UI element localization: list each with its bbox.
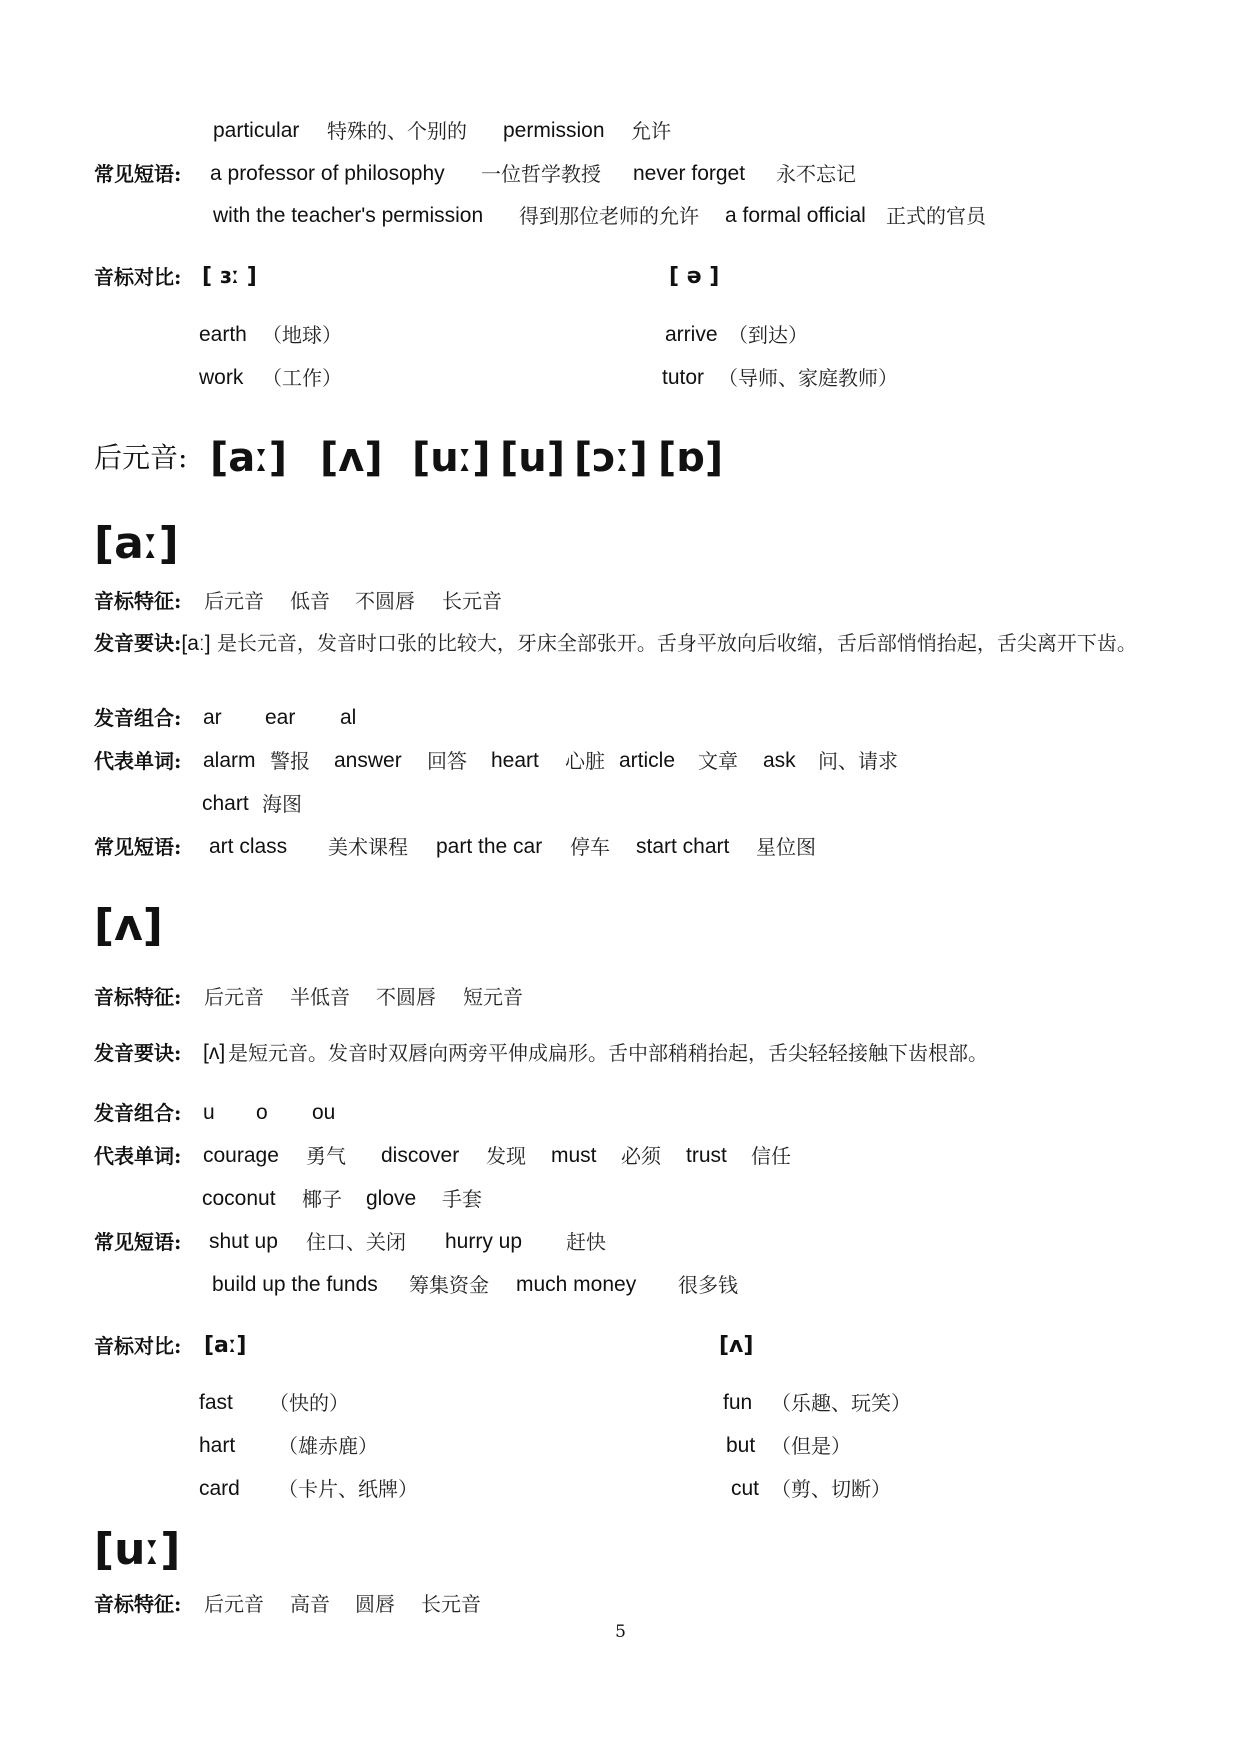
words-row <box>0 1139 1241 1173</box>
phrase-row <box>0 830 1241 864</box>
compare-word-zh: （剪、切断） <box>771 1477 891 1501</box>
tip-label: 发音要诀: <box>94 1041 182 1065</box>
page-number: 5 <box>615 1622 626 1642</box>
back-vowels-label: 后元音: <box>94 441 188 474</box>
word-zh: 问、请求 <box>818 749 898 773</box>
compare-label: 音标对比: <box>94 1334 182 1358</box>
compare-row <box>0 1386 1241 1420</box>
tip-ipa: [ʌ] <box>203 1041 226 1064</box>
phrase-en: art class <box>209 835 288 858</box>
word-en: discover <box>381 1144 460 1167</box>
phrase-en: hurry up <box>445 1230 523 1253</box>
compare-ipa: [aː] <box>204 1333 247 1358</box>
compare-row <box>0 1329 1241 1363</box>
tip-text: 是短元音。发音时双唇向两旁平伸成扁形。舌中部稍稍抬起，舌尖轻轻接触下齿根部。 <box>228 1041 988 1065</box>
phrase-zh: 赶快 <box>566 1230 606 1254</box>
feature: 高音 <box>290 1592 330 1616</box>
compare-word-zh: （导师、家庭教师） <box>718 366 898 390</box>
phrase-label: 常见短语: <box>94 835 182 859</box>
word-zh: 发现 <box>486 1144 526 1168</box>
compare-word-zh: （卡片、纸牌） <box>278 1477 418 1501</box>
phrase-zh: 住口、关闭 <box>306 1230 406 1254</box>
back-vowels-row <box>0 428 1241 488</box>
word-en: particular <box>213 119 300 142</box>
combo: ou <box>312 1101 336 1124</box>
feature: 后元音 <box>204 589 264 613</box>
compare-row <box>0 1472 1241 1506</box>
compare-word-en: work <box>199 366 244 389</box>
compare-word-zh: （乐趣、玩笑） <box>771 1391 911 1415</box>
phrase-en: a professor of philosophy <box>210 162 445 185</box>
word-zh: 手套 <box>442 1187 482 1211</box>
compare-word-en: fun <box>723 1391 753 1414</box>
tip-text: 是长元音，发音时口张的比较大，牙床全部张开。舌身平放向后收缩，舌后部悄悄抬起，舌尖离开下齿。 <box>216 631 1137 655</box>
phrase-zh: 一位哲学教授 <box>481 162 601 186</box>
phrase-zh: 星位图 <box>756 835 816 859</box>
word-en: trust <box>686 1144 727 1167</box>
word-zh: 文章 <box>698 749 738 773</box>
section-heading: [ʌ] <box>94 900 163 951</box>
phrase-en: shut up <box>209 1230 278 1253</box>
phrase-label: 常见短语: <box>94 1230 182 1254</box>
compare-ipa: [ʌ] <box>719 1333 754 1358</box>
word-zh: 椰子 <box>302 1187 342 1211</box>
phrase-en: a formal official <box>725 204 866 227</box>
word-en: heart <box>491 749 539 772</box>
word-en: article <box>619 749 676 772</box>
phrase-label: 常见短语: <box>94 162 182 186</box>
phrase-en: part the car <box>436 835 543 858</box>
word-zh: 回答 <box>427 749 467 773</box>
compare-word-zh: （但是） <box>771 1434 851 1458</box>
feature: 圆唇 <box>355 1592 395 1616</box>
compare-word-en: cut <box>731 1477 760 1500</box>
phrase-zh: 永不忘记 <box>776 162 856 186</box>
words-row <box>0 744 1241 778</box>
feature-row <box>0 584 1241 618</box>
vowel-symbol: [ɒ] <box>658 435 724 481</box>
phrase-en: much money <box>516 1273 637 1296</box>
tip-ipa: [aː] <box>181 632 211 655</box>
feature-label: 音标特征: <box>94 1592 182 1616</box>
compare-word-en: card <box>199 1477 240 1500</box>
compare-word-en: fast <box>199 1391 233 1414</box>
words-row <box>0 1182 1241 1216</box>
feature: 长元音 <box>421 1592 481 1616</box>
feature: 后元音 <box>204 1592 264 1616</box>
word-zh: 信任 <box>751 1144 791 1168</box>
words-row <box>0 787 1241 821</box>
combo: ar <box>203 706 222 729</box>
feature: 不圆唇 <box>355 589 415 613</box>
feature: 短元音 <box>463 985 523 1009</box>
combo-label: 发音组合: <box>94 1101 182 1125</box>
feature-row <box>0 980 1241 1014</box>
word-zh: 勇气 <box>306 1144 346 1168</box>
vowel-symbol: [ʌ] <box>320 435 383 481</box>
vowel-symbol: [uː] <box>412 435 491 481</box>
compare-row <box>0 260 1241 294</box>
phrase-row <box>0 199 1241 233</box>
phrase-en: build up the funds <box>212 1273 378 1296</box>
combo-row <box>0 1096 1241 1130</box>
tip-row <box>0 1036 1241 1070</box>
word-en: glove <box>366 1187 417 1210</box>
word-row <box>0 114 1241 148</box>
word-en: coconut <box>202 1187 276 1210</box>
compare-word-en: arrive <box>665 323 718 346</box>
feature: 低音 <box>290 589 330 613</box>
compare-word-zh: （工作） <box>262 366 342 390</box>
tip-label: 发音要诀: <box>94 631 182 655</box>
word-en: ask <box>763 749 796 772</box>
words-label: 代表单词: <box>94 1144 182 1168</box>
combo-row <box>0 701 1241 735</box>
phrase-row <box>0 1225 1241 1259</box>
phrase-zh: 得到那位老师的允许 <box>519 204 699 228</box>
feature: 半低音 <box>290 985 350 1009</box>
word-zh: 警报 <box>270 749 310 773</box>
compare-word-en: earth <box>199 323 247 346</box>
phrase-en: never forget <box>633 162 746 185</box>
combo-label: 发音组合: <box>94 706 182 730</box>
compare-word-en: tutor <box>662 366 705 389</box>
compare-word-en: but <box>726 1434 756 1457</box>
word-zh: 必须 <box>621 1144 661 1168</box>
word-en: answer <box>334 749 402 772</box>
compare-word-en: hart <box>199 1434 236 1457</box>
feature-label: 音标特征: <box>94 589 182 613</box>
words-label: 代表单词: <box>94 749 182 773</box>
combo: o <box>256 1101 268 1124</box>
phrase-zh: 美术课程 <box>328 835 408 859</box>
compare-row <box>0 318 1241 352</box>
word-en: courage <box>203 1144 279 1167</box>
phrase-row <box>0 157 1241 191</box>
feature: 后元音 <box>204 985 264 1009</box>
section-heading: [uː] <box>94 1524 181 1575</box>
combo: ear <box>265 706 296 729</box>
phrase-en: start chart <box>636 835 730 858</box>
word-zh: 允许 <box>631 119 671 143</box>
word-en: must <box>551 1144 597 1167</box>
compare-word-zh: （地球） <box>262 323 342 347</box>
phrase-en: with the teacher's permission <box>213 204 484 227</box>
compare-word-zh: （快的） <box>269 1391 349 1415</box>
tip-paragraph <box>94 628 1204 659</box>
combo: u <box>203 1101 215 1124</box>
vowel-symbol: [ɔː] <box>574 435 648 481</box>
compare-row <box>0 1429 1241 1463</box>
compare-row <box>0 361 1241 395</box>
phrase-row <box>0 1268 1241 1302</box>
feature-label: 音标特征: <box>94 985 182 1009</box>
word-zh: 特殊的、个别的 <box>327 119 467 143</box>
compare-word-zh: （到达） <box>728 323 808 347</box>
section-heading: [aː] <box>94 518 179 569</box>
word-en: permission <box>503 119 605 142</box>
compare-ipa: [ ɜː ] <box>202 264 257 289</box>
phrase-zh: 筹集资金 <box>409 1273 489 1297</box>
word-zh: 心脏 <box>565 749 605 773</box>
phrase-zh: 停车 <box>570 835 610 859</box>
vowel-symbol: [aː] <box>210 435 288 481</box>
phrase-zh: 正式的官员 <box>886 204 986 228</box>
compare-word-zh: （雄赤鹿） <box>278 1434 378 1458</box>
compare-ipa: [ ə ] <box>669 264 720 289</box>
feature: 长元音 <box>442 589 502 613</box>
combo: al <box>340 706 357 729</box>
feature-row <box>0 1587 1241 1621</box>
compare-label: 音标对比: <box>94 265 182 289</box>
feature: 不圆唇 <box>376 985 436 1009</box>
vowel-symbol: [u] <box>500 435 566 481</box>
word-en: chart <box>202 792 249 815</box>
phrase-zh: 很多钱 <box>678 1273 738 1297</box>
word-zh: 海图 <box>262 792 302 816</box>
word-en: alarm <box>203 749 256 772</box>
